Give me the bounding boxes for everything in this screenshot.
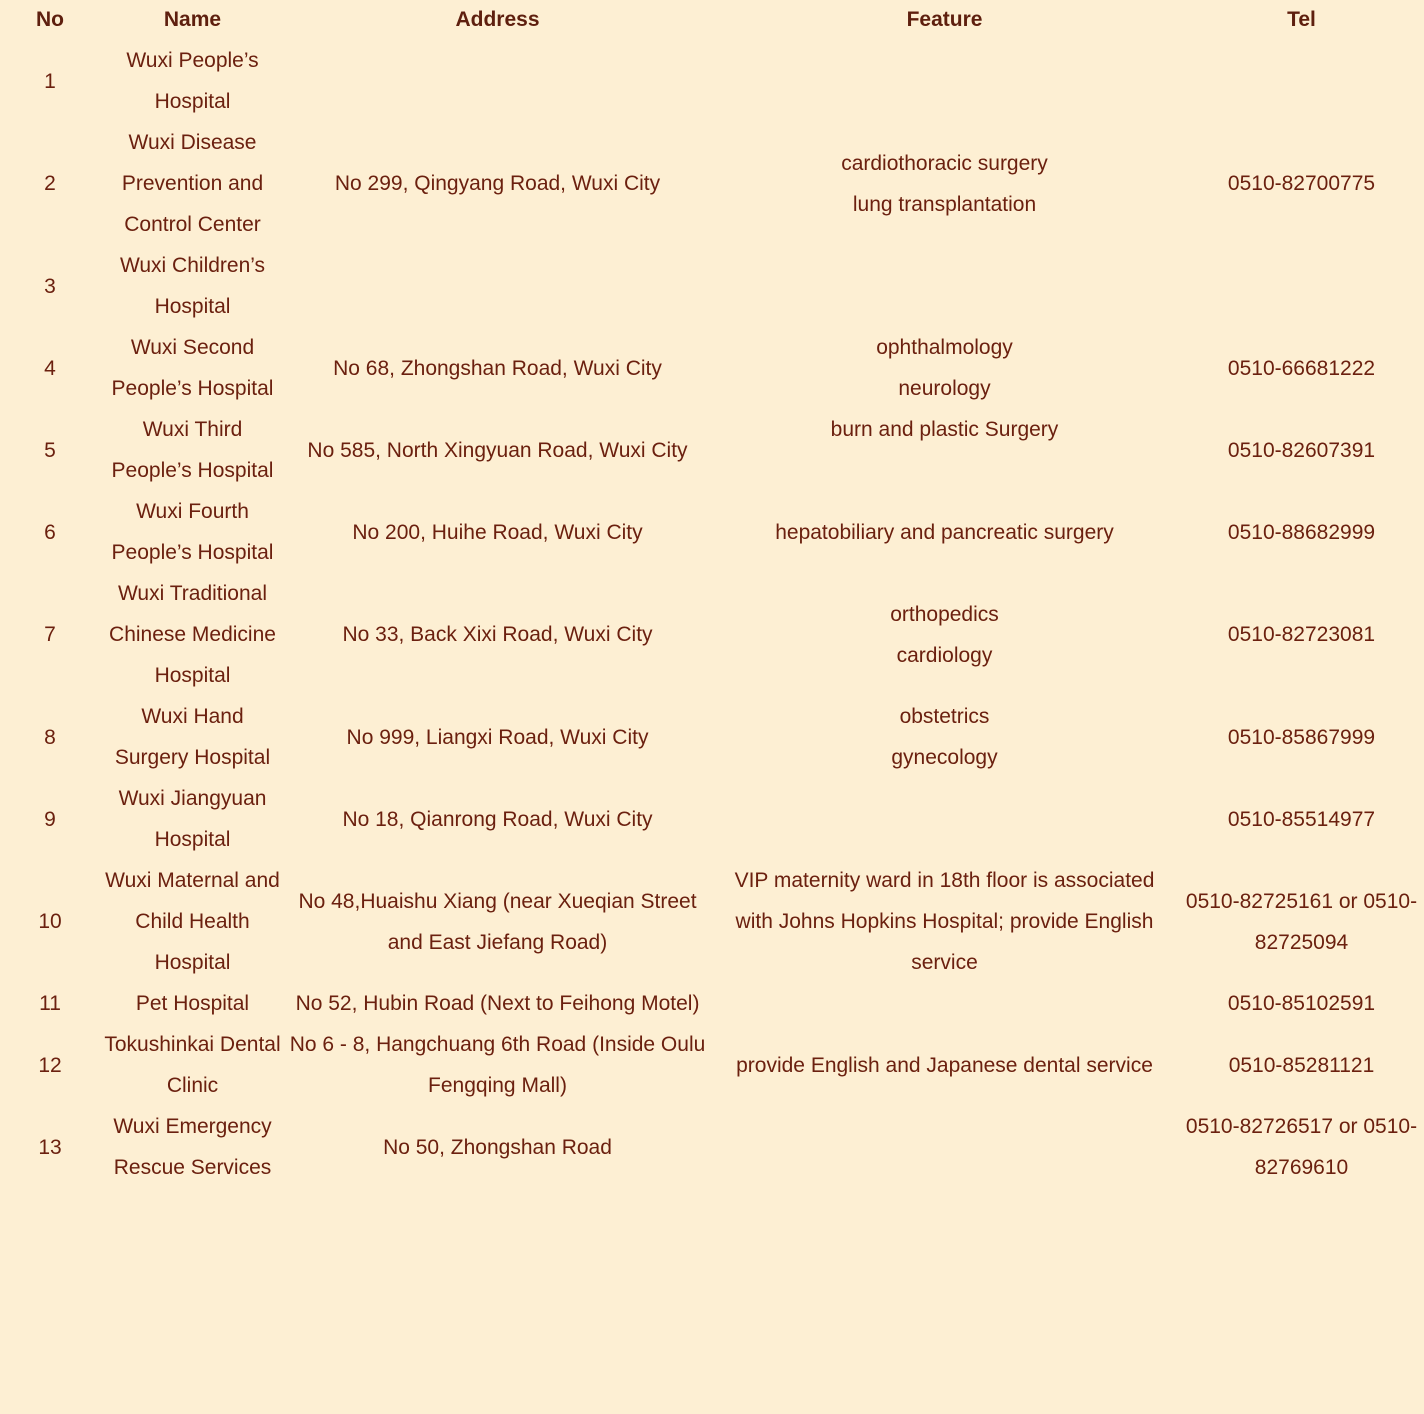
cell-tel: 0510-82726517 or 0510-82769610 (1185, 1115, 1418, 1179)
header-address: Address (455, 8, 540, 31)
cell-address: No 33, Back Xixi Road, Wuxi City (342, 623, 653, 646)
header-row (0, 0, 1424, 40)
cell-no: 10 (38, 910, 62, 933)
cell-tel: 0510-82607391 (1227, 438, 1376, 462)
table-row (0, 327, 1424, 409)
table-row (0, 1106, 1424, 1188)
cell-name: Wuxi Jiangyuan Hospital (118, 787, 267, 851)
header-feature: Feature (906, 8, 983, 31)
table-row (0, 122, 1424, 245)
cell-name: Wuxi Disease Prevention and Control Center (121, 131, 264, 236)
cell-name: Wuxi People’s Hospital (126, 49, 259, 113)
feature-item: neurology (898, 377, 991, 400)
header-name: Name (163, 8, 222, 31)
feature-item: provide English and Japanese dental service (736, 1053, 1153, 1077)
cell-tel: 0510-82725161 or 0510-82725094 (1185, 889, 1418, 954)
cell-address: No 6 - 8, Hangchuang 6th Road (Inside Oulu Fengqing Mall) (289, 1033, 706, 1097)
cell-name: Wuxi Emergency Rescue Services (113, 1115, 272, 1179)
cell-address: No 999, Liangxi Road, Wuxi City (346, 725, 649, 749)
cell-feature (710, 1024, 1179, 1106)
table-row (0, 491, 1424, 573)
cell-feature (710, 122, 1179, 245)
cell-tel: 0510-88682999 (1227, 520, 1376, 544)
cell-no: 2 (44, 172, 56, 195)
cell-address (285, 40, 710, 122)
table-row (0, 1024, 1424, 1106)
cell-feature (710, 1106, 1179, 1188)
cell-address: No 68, Zhongshan Road, Wuxi City (333, 356, 662, 380)
cell-no: 11 (39, 992, 61, 1015)
cell-tel: 0510-85102591 (1227, 992, 1376, 1015)
cell-tel (1179, 40, 1424, 122)
cell-feature (710, 696, 1179, 778)
table-row (0, 409, 1424, 491)
feature-item: cardiology (896, 643, 993, 667)
table-row (0, 245, 1424, 327)
cell-tel: 0510-85514977 (1227, 807, 1376, 831)
cell-no: 13 (38, 1135, 62, 1159)
feature-item: orthopedics (890, 602, 999, 626)
cell-tel: 0510-66681222 (1227, 356, 1376, 380)
cell-address: No 200, Huihe Road, Wuxi City (352, 520, 643, 544)
cell-no: 9 (44, 807, 56, 831)
table-header (0, 0, 1424, 40)
cell-tel: 0510-82723081 (1227, 623, 1376, 646)
cell-tel (1179, 245, 1424, 327)
table-row (0, 983, 1424, 1024)
feature-item: lung transplantation (852, 192, 1037, 216)
cell-name: Wuxi Hand Surgery Hospital (114, 705, 271, 769)
cell-address: No 585, North Xingyuan Road, Wuxi City (307, 438, 688, 462)
cell-feature (710, 40, 1179, 122)
table-row (0, 778, 1424, 860)
cell-feature (710, 245, 1179, 327)
cell-name: Wuxi Third People’s Hospital (111, 418, 274, 482)
feature-item: hepatobiliary and pancreatic surgery (775, 520, 1114, 544)
cell-no: 12 (38, 1053, 62, 1077)
cell-tel: 0510-85281121 (1228, 1053, 1375, 1077)
cell-address: No 18, Qianrong Road, Wuxi City (342, 807, 653, 831)
feature-item: ophthalmology (876, 336, 1013, 359)
header-tel: Tel (1287, 8, 1316, 31)
cell-name: Wuxi Second People’s Hospital (111, 336, 274, 400)
cell-name: Wuxi Maternal and Child Health Hospital (105, 869, 280, 974)
cell-address: No 48,Huaishu Xiang (near Xueqian Street and East Jiefang Road) (298, 889, 697, 954)
cell-name: Wuxi Traditional Chinese Medicine Hospital (109, 582, 276, 687)
table-row (0, 860, 1424, 983)
header-no: No (36, 8, 64, 31)
cell-address: No 299, Qingyang Road, Wuxi City (334, 172, 661, 195)
cell-no: 8 (44, 725, 56, 749)
cell-tel: 0510-82700775 (1227, 172, 1376, 195)
cell-feature (710, 983, 1179, 1024)
feature-item: obstetrics (899, 705, 990, 728)
table-body (0, 40, 1424, 1188)
cell-name: Wuxi Fourth People’s Hospital (111, 500, 274, 564)
cell-name: Tokushinkai Dental Clinic (104, 1033, 281, 1097)
table-row (0, 696, 1424, 778)
cell-feature (710, 573, 1179, 696)
feature-item: gynecology (891, 746, 998, 769)
feature-item: burn and plastic Surgery (830, 418, 1059, 441)
cell-address (285, 245, 710, 327)
cell-address: No 52, Hubin Road (Next to Feihong Motel) (295, 992, 700, 1015)
cell-address: No 50, Zhongshan Road (383, 1135, 612, 1159)
cell-no: 1 (44, 69, 56, 93)
cell-tel: 0510-85867999 (1227, 725, 1376, 749)
cell-feature (710, 491, 1179, 573)
cell-name: Pet Hospital (135, 992, 250, 1015)
cell-feature (710, 860, 1179, 983)
table-row (0, 573, 1424, 696)
cell-feature (710, 409, 1179, 491)
cell-feature (710, 327, 1179, 409)
cell-no: 7 (44, 623, 56, 646)
cell-name: Wuxi Children’s Hospital (119, 254, 266, 318)
cell-no: 4 (44, 356, 56, 380)
cell-no: 5 (44, 438, 56, 462)
cell-feature (710, 778, 1179, 860)
cell-no: 3 (44, 274, 56, 298)
feature-item: VIP maternity ward in 18th floor is associated with Johns Hopkins Hospital; provide English service (734, 869, 1155, 974)
cell-no: 6 (44, 520, 56, 544)
feature-item: cardiothoracic surgery (841, 151, 1048, 175)
table-row (0, 40, 1424, 122)
